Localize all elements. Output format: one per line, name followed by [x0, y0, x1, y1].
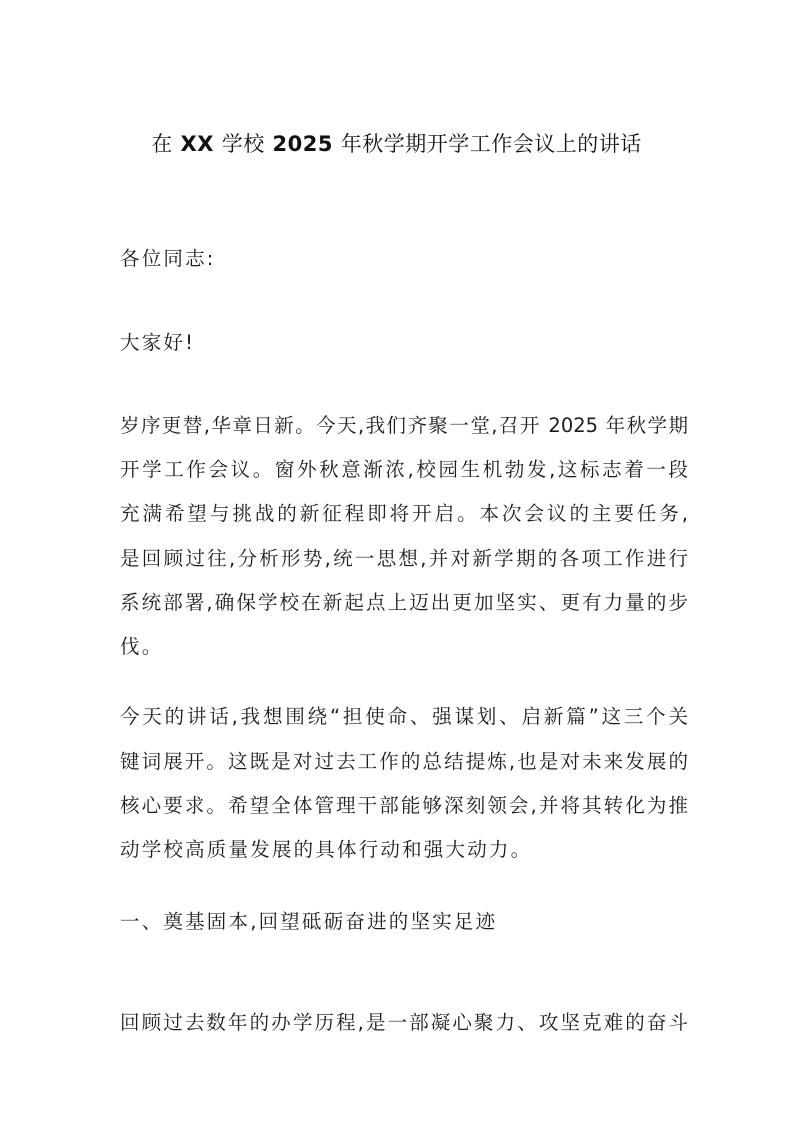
paragraph-1-line-4: 是回顾过往,分析形势,统一思想,并对新学期的各项工作进行 — [120, 547, 688, 570]
paragraph-2-line-4: 动学校高质量发展的具体行动和强大动力。 — [120, 838, 533, 861]
paragraph-2-line-1: 今天的讲话,我想围绕“担使命、强谋划、启新篇”这三个关 — [120, 705, 688, 728]
salutation: 各位同志: — [120, 247, 216, 270]
paragraph-1-line-2: 开学工作会议。窗外秋意渐浓,校园生机勃发,这标志着一段 — [120, 458, 688, 481]
section-heading-1: 一、奠基固本,回望砥砺奋进的坚实足迹 — [120, 910, 498, 933]
document-title: 在 XX 学校 2025 年秋学期开学工作会议上的讲话 — [151, 132, 642, 156]
section-1-paragraph-line-1: 回顾过去数年的办学历程,是一部凝心聚力、攻坚克难的奋斗 — [120, 1011, 688, 1034]
paragraph-1-line-1: 岁序更替,华章日新。今天,我们齐聚一堂,召开 2025 年秋学期 — [120, 414, 688, 437]
paragraph-1-line-6: 伐。 — [120, 635, 164, 658]
paragraph-1-line-3: 充满希望与挑战的新征程即将开启。本次会议的主要任务, — [120, 502, 688, 525]
paragraph-2-line-3: 核心要求。希望全体管理干部能够深刻领会,并将其转化为推 — [120, 794, 688, 817]
paragraph-1-line-5: 系统部署,确保学校在新起点上迈出更加坚实、更有力量的步 — [120, 591, 688, 614]
paragraph-2-line-2: 键词展开。这既是对过去工作的总结提炼,也是对未来发展的 — [120, 750, 688, 773]
greeting: 大家好! — [120, 331, 196, 354]
